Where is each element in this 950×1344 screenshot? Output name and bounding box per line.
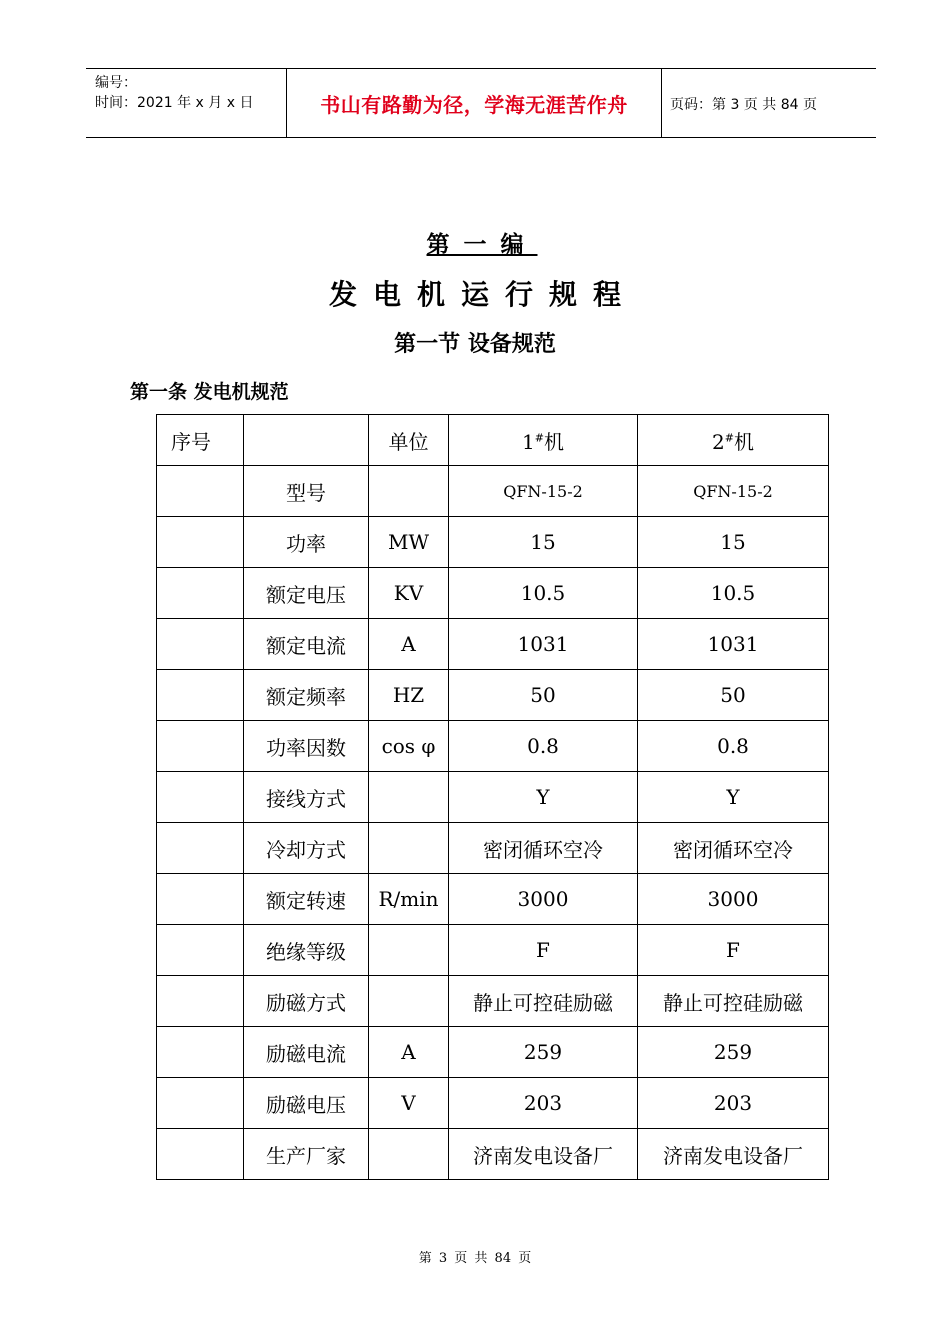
row-seq (157, 823, 244, 874)
row-machine-2: F (638, 925, 829, 976)
row-machine-1: 1031 (449, 619, 638, 670)
header-machine-2: 2#机 (638, 415, 829, 466)
row-name: 冷却方式 (244, 823, 369, 874)
row-machine-1: 密闭循环空冷 (449, 823, 638, 874)
row-machine-2: 15 (638, 517, 829, 568)
row-seq (157, 1027, 244, 1078)
header-meta (86, 69, 286, 137)
row-seq (157, 976, 244, 1027)
section-title: 第一节 设备规范 (394, 332, 556, 357)
row-unit: KV (369, 568, 449, 619)
row-machine-1: 203 (449, 1078, 638, 1129)
row-name: 额定电压 (244, 568, 369, 619)
table-row (157, 1078, 829, 1129)
header-page-cell (661, 69, 876, 137)
row-unit (369, 1129, 449, 1180)
table-row (157, 619, 829, 670)
time-label: 时间：2021 年 x 月 x 日 (95, 95, 254, 111)
row-unit (369, 823, 449, 874)
header-machine-1: 1#机 (449, 415, 638, 466)
row-unit (369, 976, 449, 1027)
row-machine-1: 济南发电设备厂 (449, 1129, 638, 1180)
row-machine-1: QFN-15-2 (449, 466, 638, 517)
table-row (157, 1027, 829, 1078)
row-machine-1: 静止可控硅励磁 (449, 976, 638, 1027)
table-row (157, 823, 829, 874)
row-machine-1: 259 (449, 1027, 638, 1078)
row-seq (157, 568, 244, 619)
row-machine-2: Y (638, 772, 829, 823)
header-motto-cell (286, 69, 662, 137)
row-seq (157, 925, 244, 976)
row-unit (369, 925, 449, 976)
table-row (157, 721, 829, 772)
number-label: 编号： (95, 75, 137, 91)
row-machine-2: 1031 (638, 619, 829, 670)
row-machine-2: 静止可控硅励磁 (638, 976, 829, 1027)
table-row (157, 670, 829, 721)
row-unit: A (369, 619, 449, 670)
row-name: 励磁方式 (244, 976, 369, 1027)
row-machine-1: 50 (449, 670, 638, 721)
table-row (157, 466, 829, 517)
part-title (0, 226, 950, 259)
row-machine-2: 259 (638, 1027, 829, 1078)
row-unit: R/min (369, 874, 449, 925)
row-machine-2: 10.5 (638, 568, 829, 619)
row-machine-2: 3000 (638, 874, 829, 925)
part-title-text: 第一编 (426, 232, 538, 258)
row-seq (157, 721, 244, 772)
table-row (157, 976, 829, 1027)
page-header (86, 68, 876, 138)
row-machine-1: 15 (449, 517, 638, 568)
row-seq (157, 517, 244, 568)
chapter-title: 发电机运行规程 (328, 278, 637, 311)
row-seq (157, 1129, 244, 1180)
row-name: 额定转速 (244, 874, 369, 925)
row-name: 励磁电流 (244, 1027, 369, 1078)
row-unit (369, 466, 449, 517)
table-row (157, 772, 829, 823)
row-name: 绝缘等级 (244, 925, 369, 976)
row-machine-1: 10.5 (449, 568, 638, 619)
row-machine-2: 密闭循环空冷 (638, 823, 829, 874)
row-machine-1: 0.8 (449, 721, 638, 772)
motto: 书山有路勤为径，学海无涯苦作舟 (320, 93, 628, 117)
row-machine-1: 3000 (449, 874, 638, 925)
header-seq: 序号 (157, 415, 244, 466)
row-unit: MW (369, 517, 449, 568)
table-row (157, 517, 829, 568)
row-name: 型号 (244, 466, 369, 517)
row-unit: HZ (369, 670, 449, 721)
row-seq (157, 1078, 244, 1129)
article-title: 第一条 发电机规范 (130, 381, 289, 403)
table-row (157, 874, 829, 925)
row-unit: V (369, 1078, 449, 1129)
row-machine-1: F (449, 925, 638, 976)
header-name (244, 415, 369, 466)
row-machine-2: QFN-15-2 (638, 466, 829, 517)
generator-spec-table (156, 414, 829, 1180)
row-seq (157, 670, 244, 721)
row-seq (157, 874, 244, 925)
row-name: 额定电流 (244, 619, 369, 670)
row-unit: cos φ (369, 721, 449, 772)
page-footer: 第 3 页 共 84 页 (418, 1251, 532, 1266)
row-name: 额定频率 (244, 670, 369, 721)
header-unit: 单位 (369, 415, 449, 466)
row-machine-2: 济南发电设备厂 (638, 1129, 829, 1180)
row-name: 接线方式 (244, 772, 369, 823)
row-seq (157, 466, 244, 517)
row-name: 生产厂家 (244, 1129, 369, 1180)
table-header-row (157, 415, 829, 466)
row-name: 功率因数 (244, 721, 369, 772)
row-unit: A (369, 1027, 449, 1078)
row-machine-2: 0.8 (638, 721, 829, 772)
page-info: 页码：第 3 页 共 84 页 (670, 97, 817, 113)
row-name: 功率 (244, 517, 369, 568)
row-machine-1: Y (449, 772, 638, 823)
table-row (157, 568, 829, 619)
table-row (157, 925, 829, 976)
row-machine-2: 203 (638, 1078, 829, 1129)
row-seq (157, 619, 244, 670)
row-seq (157, 772, 244, 823)
row-unit (369, 772, 449, 823)
row-name: 励磁电压 (244, 1078, 369, 1129)
row-machine-2: 50 (638, 670, 829, 721)
table-row (157, 1129, 829, 1180)
